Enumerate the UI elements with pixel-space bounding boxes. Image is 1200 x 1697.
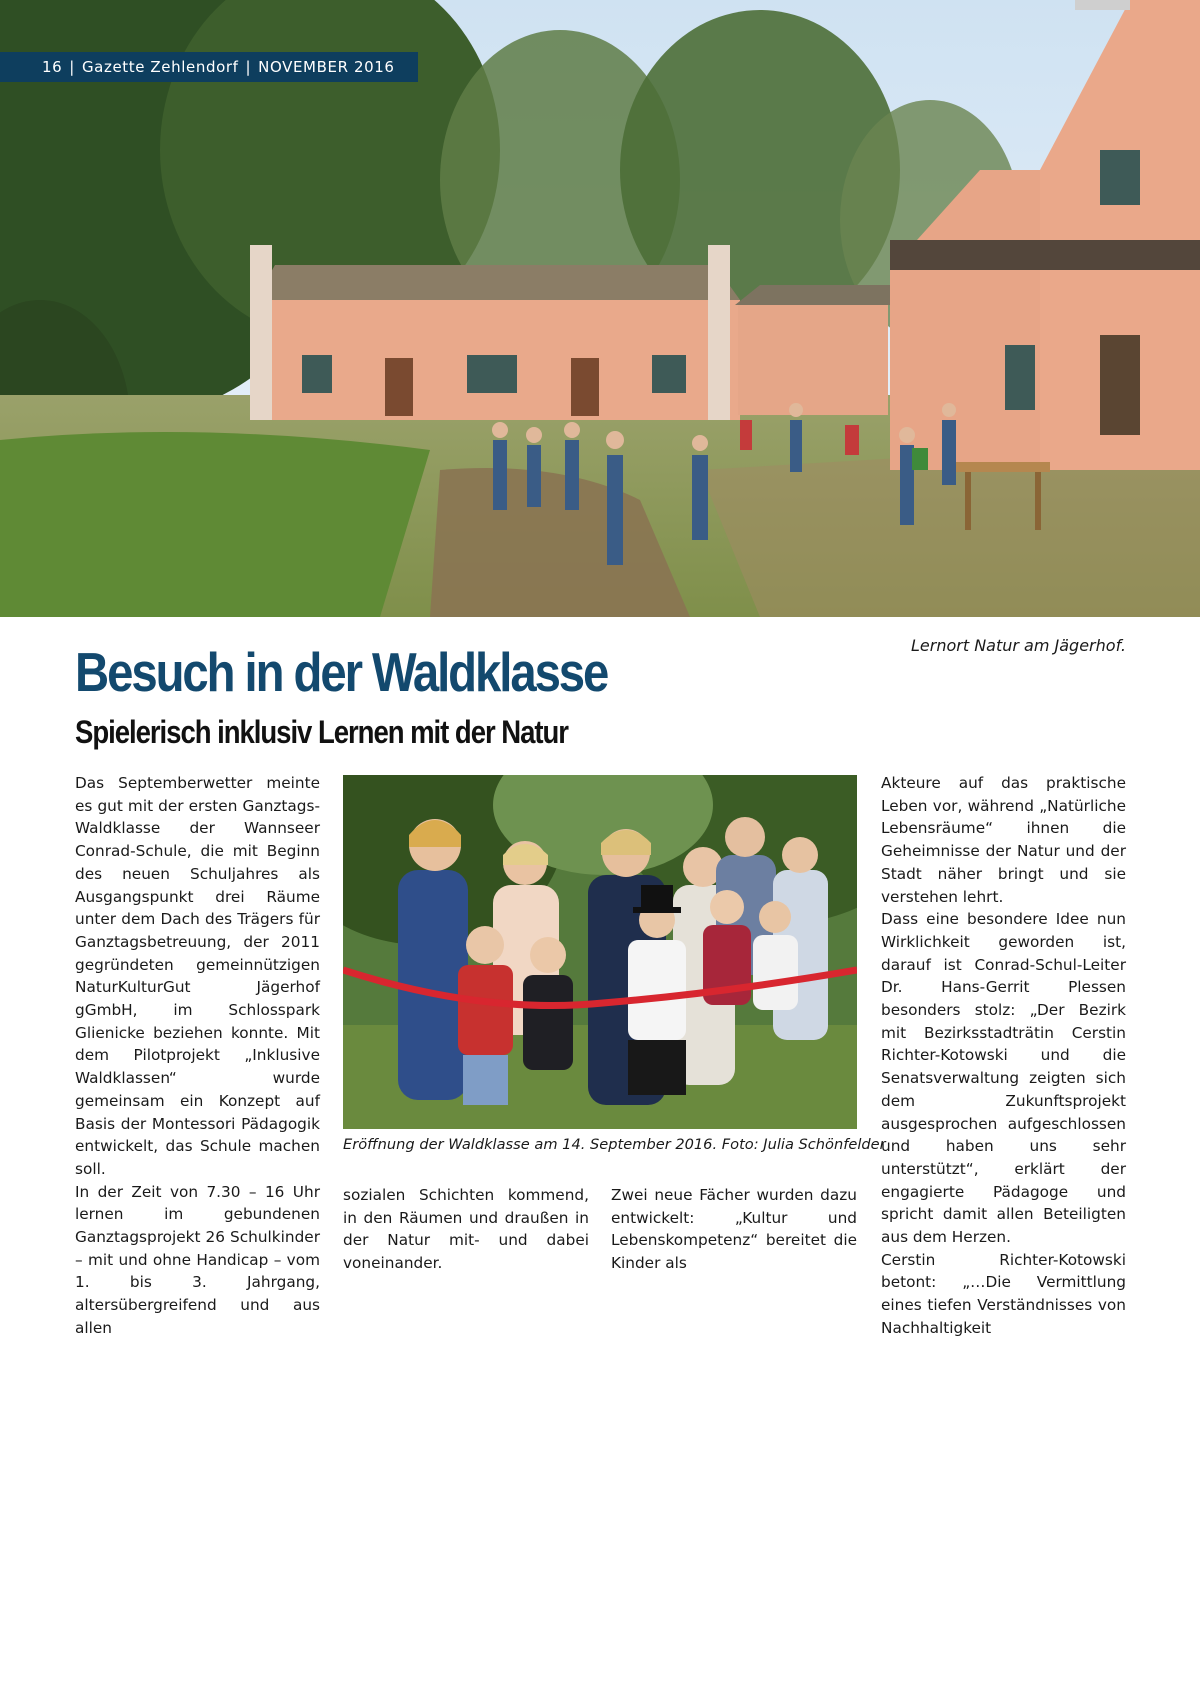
- paragraph: Cerstin Richter-Kotowski betont: „…Die Vermittlung eines tiefen Verständnisses von Nachhaltigkeit: [881, 1250, 1126, 1337]
- page-header: [0, 52, 418, 82]
- inset-photo: [343, 775, 857, 1129]
- paragraph: Zwei neue Fächer wurden dazu entwickelt: „Kultur und Lebenskompetenz“ bereitet die Kinder als: [611, 1186, 857, 1273]
- hero-photo-caption: Lernort Natur am Jägerhof.: [911, 636, 1126, 655]
- paragraph: Akteure auf das praktische Leben vor, während „Natürliche Lebensräume“ ihnen die Geheimnisse der Natur und der Stadt näher bringt und sie verstehen lehrt.: [881, 774, 1126, 906]
- publication-name: Gazette Zehlendorf: [81, 58, 239, 76]
- text-column-right: [881, 772, 1126, 1340]
- hero-photo-illustration: [0, 0, 1200, 617]
- inset-photo-illustration: [343, 775, 857, 1129]
- issue-date: NOVEMBER 2016: [258, 58, 395, 76]
- article-title: Besuch in der Waldklasse: [75, 641, 608, 703]
- text-column-left: [75, 772, 320, 1340]
- paragraph: In der Zeit von 7.30 – 16 Uhr lernen im gebundenen Ganztagsprojekt 26 Schulkinder – mit und ohne Handicap – vom 1. bis 3. Jahrgang, altersübergreifend und aus allen: [75, 1182, 320, 1337]
- paragraph: Das Septemberwetter meinte es gut mit der ersten Ganztags-Waldklasse der Wannseer Conrad-Schule, die mit Beginn des neuen Schuljahres als Ausgangspunkt drei Räume unter dem Dach des Trägers für Ganztagsbetreuung, der 2011 gegründeten gemeinnützigen NaturKulturGut Jägerhof gGmbH, im Schlosspark Glienicke beziehen konnte. Mit dem Pilotprojekt „Inklusive Waldklassen“ wurde gemeinsam ein Konzept auf Basis der Montessori Pädagogik entwickelt, das Schule machen soll.: [75, 774, 320, 1178]
- hero-photo: [0, 0, 1200, 617]
- text-column-middle-1: [343, 1184, 589, 1275]
- page-number: 16: [42, 58, 63, 76]
- text-column-middle-2: [611, 1184, 857, 1275]
- header-separator: |: [69, 58, 75, 76]
- paragraph: Dass eine besondere Idee nun Wirklichkeit geworden ist, darauf ist Conrad-Schul-Leiter Dr. Hans-Gerrit Plessen besonders stolz: „Der Bezirk mit Bezirksstadträtin Cerstin Richter-Kotowski und die Senatsverwaltung zeigten sich dem Zukunftsprojekt ausgesprochen aufgeschlossen und haben uns sehr unterstützt“, erklärt der engagierte Pädagoge und spricht damit allen Beteiligten aus dem Herzen.: [881, 910, 1126, 1247]
- header-separator: |: [245, 58, 252, 76]
- paragraph: sozialen Schichten kommend, in den Räumen und draußen in der Natur mit- und dabei voneinander.: [343, 1186, 589, 1273]
- inset-photo-caption: Eröffnung der Waldklasse am 14. September 2016. Foto: Julia Schönfelder: [343, 1136, 886, 1153]
- article-subtitle: Spielerisch inklusiv Lernen mit der Natur: [75, 714, 568, 750]
